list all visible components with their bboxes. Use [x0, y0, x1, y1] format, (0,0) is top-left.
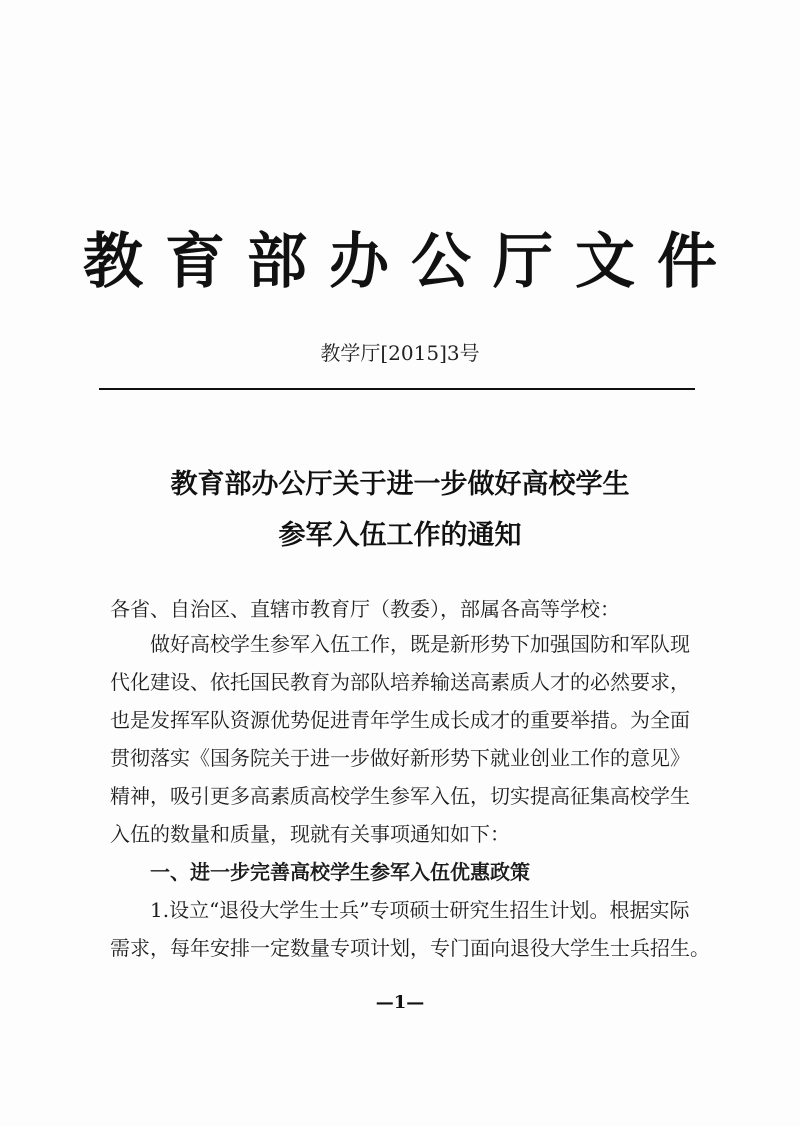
paragraph-line: 入伍的数量和质量，现就有关事项通知如下：: [110, 822, 510, 846]
issuer-header-title: 教育部办公厅文件: [83, 227, 739, 297]
paragraph-line: 代化建设、依托国民教育为部队培养输送高素质人才的必然要求，: [110, 670, 690, 694]
notice-title-line-2: 参军入伍工作的通知: [278, 520, 522, 551]
section-heading-1: 一、进一步完善高校学生参军入伍优惠政策: [110, 860, 530, 884]
notice-title-line-1: 教育部办公厅关于进一步做好高校学生: [170, 469, 630, 500]
paragraph-line: 也是发挥军队资源优势促进青年学生成长成才的重要举措。为全面: [110, 708, 690, 732]
header-divider-rule: [99, 388, 695, 390]
paragraph-line: 贯彻落实《国务院关于进一步做好新形势下就业创业工作的意见》: [110, 746, 690, 770]
item-line: 需求，每年安排一定数量专项计划，专门面向退役大学生士兵招生。: [110, 936, 710, 960]
addressee-line: 各省、自治区、直辖市教育厅（教委），部属各高等学校：: [110, 597, 620, 621]
item-line: 1.设立“退役大学生士兵”专项硕士研究生招生计划。根据实际: [110, 898, 690, 922]
page-number: —1—: [375, 992, 425, 1013]
document-number: 教学厅[2015]3号: [320, 341, 480, 365]
paragraph-line: 精神，吸引更多高素质高校学生参军入伍，切实提高征集高校学生: [110, 784, 690, 808]
paragraph-line: 做好高校学生参军入伍工作，既是新形势下加强国防和军队现: [110, 632, 690, 656]
